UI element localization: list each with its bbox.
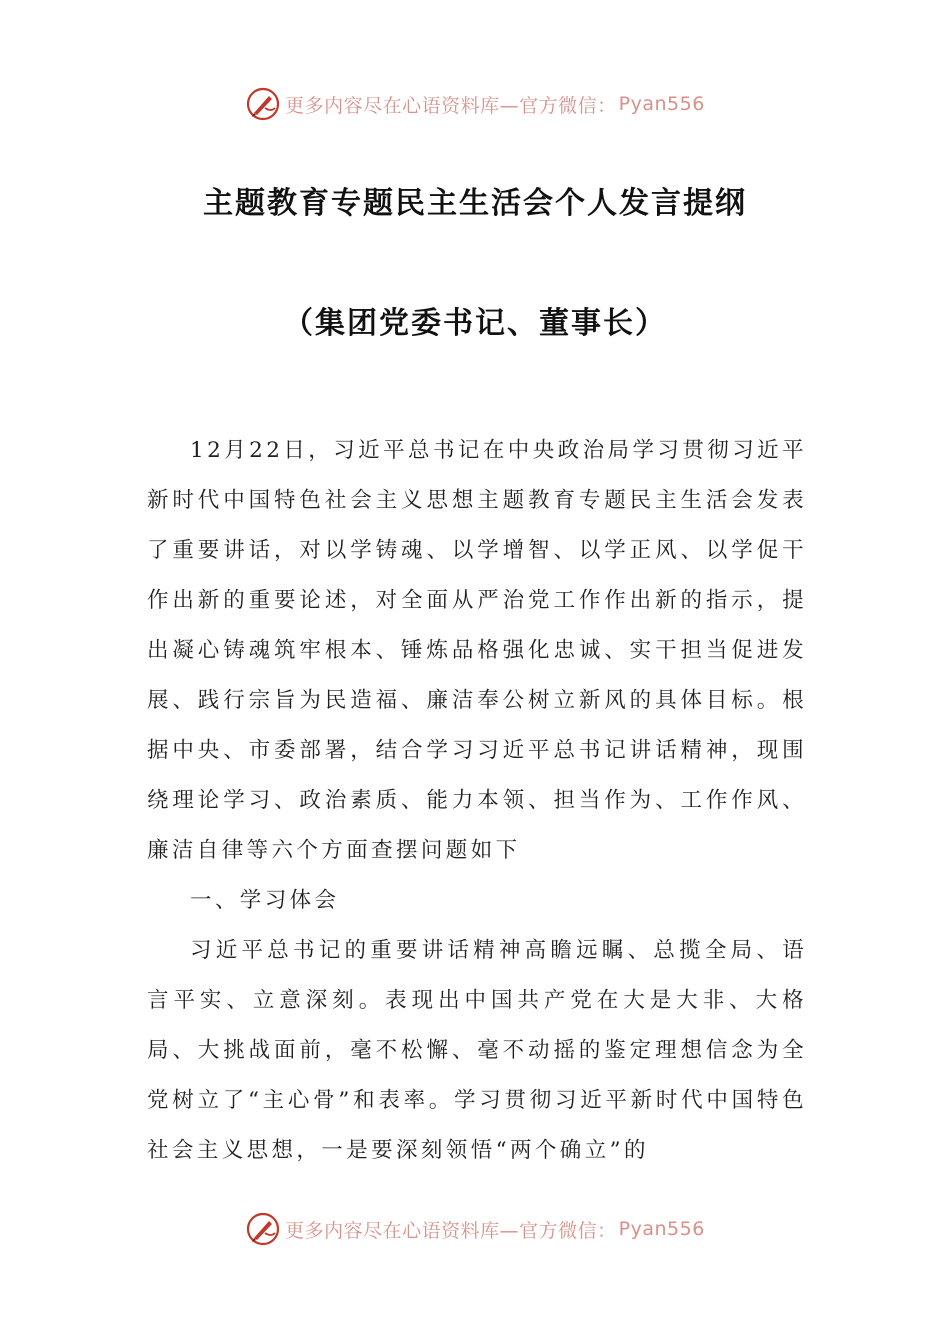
- watermark-header: [0, 84, 950, 124]
- pen-logo-icon: [245, 1211, 281, 1247]
- watermark-text: 更多内容尽在心语资料库—官方微信：: [285, 1219, 617, 1242]
- document-subtitle: （集团党委书记、董事长）: [283, 306, 667, 341]
- watermark-wechat-id: Pyan556: [618, 93, 705, 115]
- document-title: 主题教育专题民主生活会个人发言提纲: [203, 186, 747, 221]
- watermark-wechat-id: Pyan556: [618, 1218, 705, 1240]
- watermark-footer: [0, 1209, 950, 1249]
- watermark-text: 更多内容尽在心语资料库—官方微信：: [285, 94, 617, 117]
- paragraph-intro: 12月22日，习近平总书记在中央政治局学习贯彻习近平新时代中国特色社会主义思想主题教育专题民主生活会发表了重要讲话，对以学铸魂、以学增智、以学正风、以学促干作出新的重要论述，对全面从严治党工作作出新的指示，提出凝心铸魂筑牢根本、锤炼品格强化忠诚、实干担当促进发展、践行宗旨为民造福、廉洁奉公树立新风的具体目标。根据中央、市委部署，结合学习习近平总书记讲话精神，现围绕理论学习、政治素质、能力本领、担当作为、工作作风、廉洁自律等六个方面查摆问题如下: [147, 438, 807, 863]
- pen-logo-icon: [245, 86, 281, 122]
- section-heading: 一、学习体会: [190, 888, 340, 913]
- document-body: [147, 426, 807, 1176]
- paragraph-study: 习近平总书记的重要讲话精神高瞻远瞩、总揽全局、语言平实、立意深刻。表现出中国共产党在大是大非、大格局、大挑战面前，毫不松懈、毫不动摇的鉴定理想信念为全党树立了“主心骨”和表率。学习贯彻习近平新时代中国特色社会主义思想，一是要深刻领悟“两个确立”的: [147, 938, 807, 1163]
